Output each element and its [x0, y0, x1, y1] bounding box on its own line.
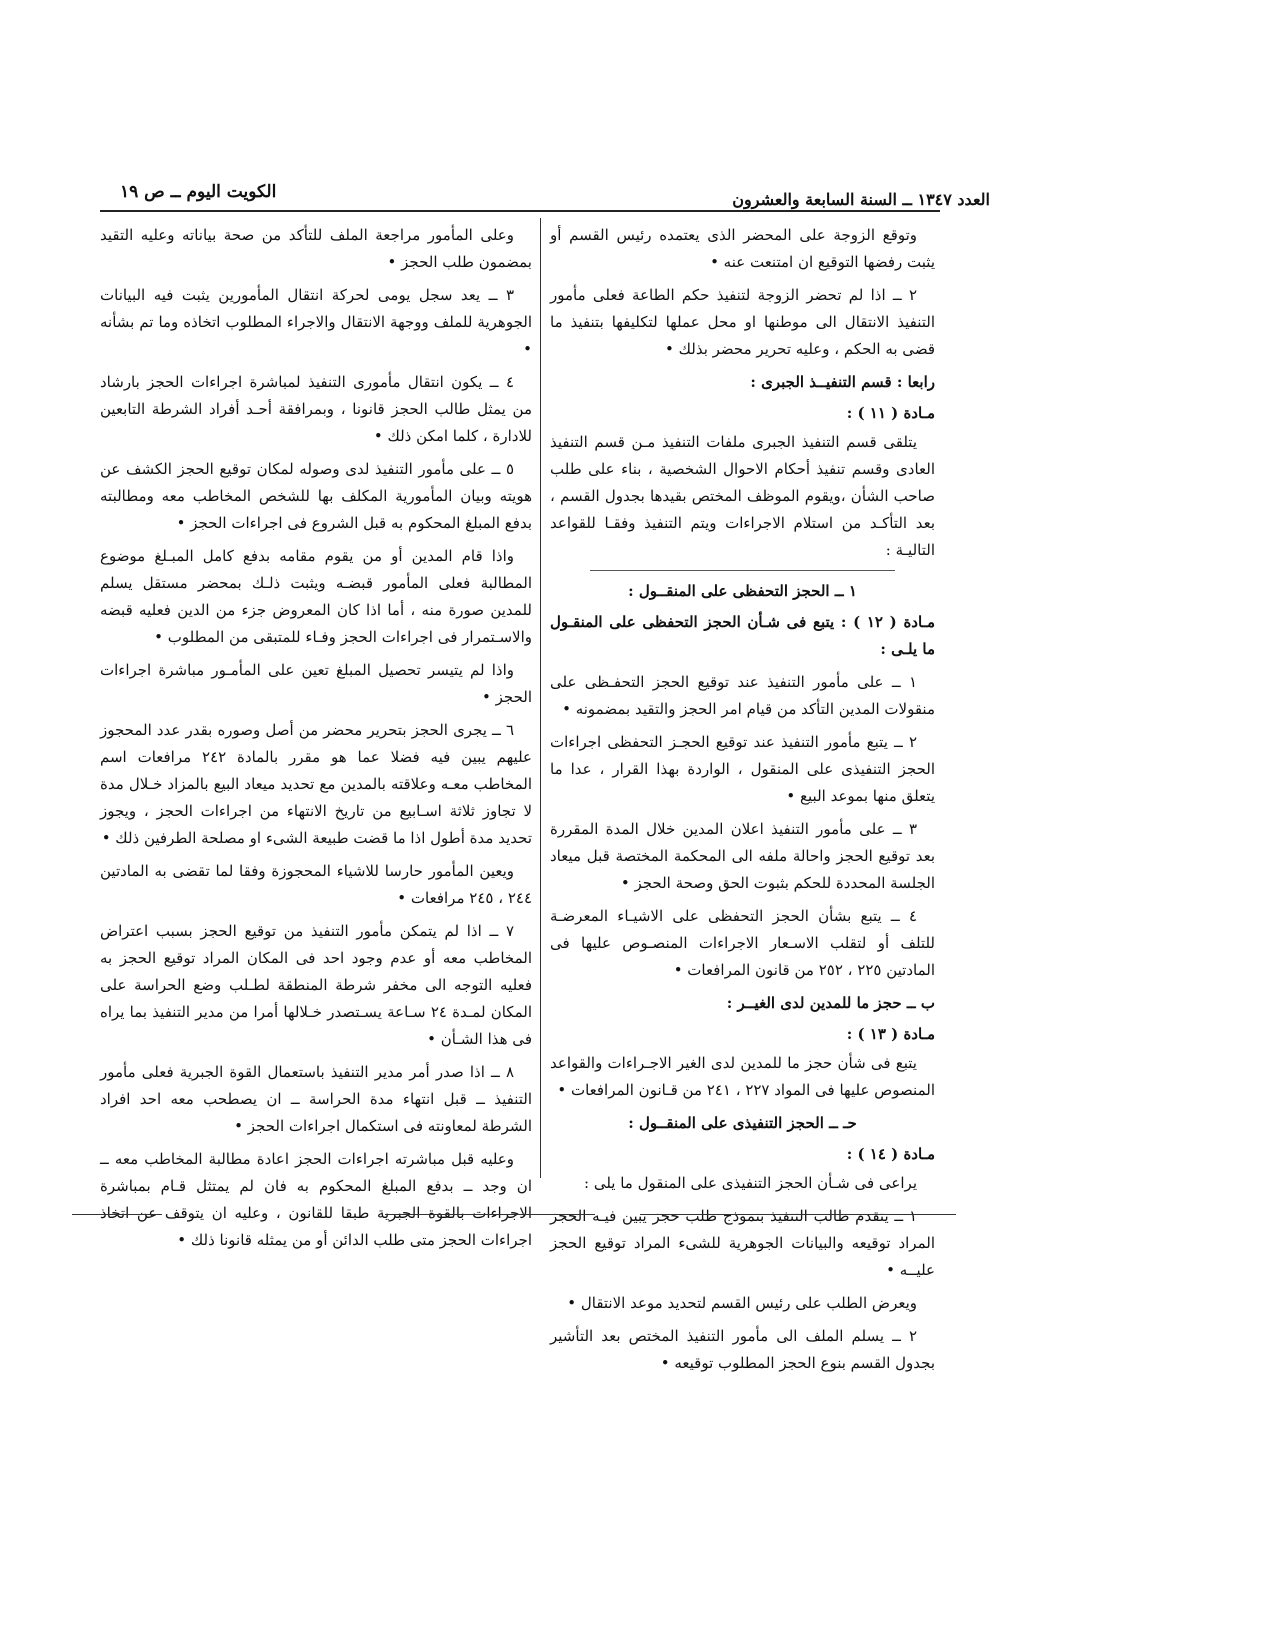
paragraph: ٢ ــ اذا لم تحضر الزوجة لتنفيذ حكم الطاعة فعلى مأمور التنفيذ الانتقال الى موطنها او محل عملها لتكليفها بتنفيذ ما قضى به الحكم ، وعليه تحرير محضر بذلك • — [550, 286, 935, 358]
left-column — [100, 222, 532, 1260]
paragraph: ٣ ــ يعد سجل يومى لحركة انتقال المأمورين يثبت فيه البيانات الجوهرية للملف ووجهة الانتقال والاجراء المطلوب اتخاذه وما تم بشأنه • — [100, 286, 532, 358]
paragraph: ١ ــ يتقدم طالب التنفيذ بنموذج طلب حجز يبين فيـه الحجز المراد توقيعه والبيانات الجوهرية للشىء المراد توقيع الحجز عليــه • — [550, 1207, 935, 1279]
subsection-heading: حـ ــ الحجز التنفيذى على المنقــول : — [628, 1114, 857, 1132]
header-rule — [100, 210, 940, 212]
paragraph: يراعى فى شـأن الحجز التنفيذى على المنقول ما يلى : — [584, 1174, 917, 1192]
paragraph: وعليه قبل مباشرته اجراءات الحجز اعادة مطالبة المخاطب معه ــ ان وجد ــ بدفع المبلغ المحكوم به فان لم يمتثل قـام بمباشرة الاجراءات بالقوة الجبرية طبقا للقانون ، وعليه ان يتوقف عن اتخاذ اجراءات الحجز متى طلب الدائن أو من يمثله قانونا ذلك • — [100, 1150, 532, 1249]
article-title: مـادة ( ١٤ ) : — [846, 1145, 935, 1163]
article-title: مـادة ( ١٢ ) : يتبع فى شـأن الحجز التحفظى على المنقـول ما يلـى : — [550, 613, 935, 658]
paragraph: يتبع فى شأن حجز ما للمدين لدى الغير الاجـراءات والقواعد المنصوص عليها فى المواد ٢٢٧ ، ٢٤١ من قـانون المرافعات • — [550, 1054, 935, 1099]
paragraph: ٢ ــ يسلم الملف الى مأمور التنفيذ المختص بعد التأشير بجدول القسم بنوع الحجز المطلوب توقيعه • — [550, 1327, 935, 1372]
paragraph: ٤ ــ يكون انتقال مأمورى التنفيذ لمباشرة اجراءات الحجز بارشاد من يمثل طالب الحجز قانونا ، وبمرافقة أحـد أفراد الشرطة التابعين للادارة ، كلما امكن ذلك • — [100, 373, 532, 445]
paragraph: يتلقى قسم التنفيذ الجبرى ملفات التنفيذ مـن قسم التنفيذ العادى وقسم تنفيذ أحكام الاحوال الشخصية ، بناء على طلب صاحب الشأن ،ويقوم الموظف المختص بقيدها بجدول القسم ، بعد التأكـد من استلام الاجراءات ويتم التنفيذ وفقـا للقواعد التاليـة : — [550, 433, 935, 559]
footer-rule — [72, 1214, 162, 1215]
paragraph: ٢ ــ يتبع مأمور التنفيذ عند توقيع الحجـز التحفظى اجراءات الحجز التنفيذى على المنقول ، الواردة بهذا القرار ، عدا ما يتعلق منها بموعد البيع • — [550, 733, 935, 805]
paragraph: واذا قام المدين أو من يقوم مقامه بدفع كامل المبـلغ موضوع المطالبة فعلى المأمور قبضـه ويثبت ذلـك بمحضر مستقل يسلم للمدين صورة منه ، أما اذا كان المعروض جزء من الدين فعليه قبضه والاسـتمرار فى اجراءات الحجز وفـاء للمتبقى من المطلوب • — [100, 547, 532, 646]
paragraph: ١ ــ على مأمور التنفيذ عند توقيع الحجز التحفـظى على منقولات المدين التأكد من قيام امر الحجز والتقيد بمضمونه • — [550, 673, 935, 718]
article-title: مـادة ( ١٣ ) : — [846, 1025, 935, 1043]
footer-rule — [640, 1214, 956, 1215]
page-header-left: الكويت اليوم ــ ص ١٩ — [120, 182, 277, 202]
paragraph: ٧ ــ اذا لم يتمكن مأمور التنفيذ من توقيع الحجز بسبب اعتراض المخاطب معه أو عدم وجود احد فى المكان المراد توقيع الحجز به فعليه التوجه الى مخفر شرطة المنطقة لطـلب وضع الحراسة على المكان لمـدة ٢٤ سـاعة يسـتصدر خـلالها أمرا من مدير التنفيذ بما يراه فى هذا الشـأن • — [100, 922, 533, 1048]
paragraph: ويعرض الطلب على رئيس القسم لتحديد موعد الانتقال • — [567, 1294, 917, 1312]
paragraph: ويعين المأمور حارسا للاشياء المحجوزة وفقا لما تقضى به المادتين ٢٤٤ ، ٢٤٥ مرافعات • — [100, 862, 532, 907]
subsection-heading: ب ــ حجز ما للمدين لدى الغيــر : — [726, 994, 935, 1012]
section-heading: رابعا : قسم التنفيــذ الجبرى : — [750, 373, 935, 391]
paragraph: ٨ ــ اذا صدر أمر مدير التنفيذ باستعمال القوة الجبرية فعلى مأمور التنفيذ ــ قبل انتهاء مدة الحراسة ــ ان يصطحب معه احد افراد الشرطة لمعاونته فى استكمال اجراءات الحجز • — [100, 1063, 532, 1135]
page-header-right: العدد ١٣٤٧ ــ السنة السابعة والعشرون — [732, 190, 990, 209]
paragraph: واذا لم يتيسر تحصيل المبلغ تعين على المأمـور مباشرة اجراءات الحجز • — [100, 661, 532, 706]
column-divider — [540, 218, 541, 1178]
paragraph: ٦ ــ يجرى الحجز بتحرير محضر من أصل وصوره بقدر عدد المحجوز عليهم يبين فيه فضلا عما هو مقرر بالمادة ٢٤٢ مرافعات اسم المخاطب معـه وعلاقته بالمدين مع تحديد ميعاد البيع بالمزاد خـلال مدة لا تجاوز ثلاثة اسـابيع من تاريخ الانتهاء من اجراءات الحجز ، ويجوز تحديد مدة أطول اذا ما قضت طبيعة الشىء او مصلحة الطرفين ذلك • — [100, 721, 532, 847]
paragraph: وعلى المأمور مراجعة الملف للتأكد من صحة بياناته وعليه التقيد بمضمون طلب الحجز • — [100, 226, 532, 271]
article-title: مـادة ( ١١ ) : — [846, 404, 935, 422]
right-column — [550, 222, 935, 1383]
subsection-heading: ١ ــ الحجز التحفظى على المنقــول : — [628, 582, 857, 600]
separator — [590, 570, 895, 571]
footer-rule — [385, 1214, 595, 1215]
paragraph: وتوقع الزوجة على المحضر الذى يعتمده رئيس القسم أو يثبت رفضها التوقيع ان امتنعت عنه • — [550, 226, 935, 271]
paragraph: ٣ ــ على مأمور التنفيذ اعلان المدين خلال المدة المقررة بعد توقيع الحجز واحالة ملفه الى المحكمة المختصة قبل ميعاد الجلسة المحددة للحكم بثبوت الحق وصحة الحجز • — [550, 820, 935, 892]
paragraph: ٥ ــ على مأمور التنفيذ لدى وصوله لمكان توقيع الحجز الكشف عن هويته وبيان المأمورية المكلف بها للشخص المخاطب معه ومطالبته بدفع المبلغ المحكوم به قبل الشروع فى اجراءات الحجز • — [100, 460, 532, 532]
paragraph: ٤ ــ يتبع بشأن الحجز التحفظى على الاشيـاء المعرضـة للتلف أو لتقلب الاسـعار الاجراءات المنصـوص عليها فى المادتين ٢٢٥ ، ٢٥٢ من قانون المرافعات • — [550, 907, 935, 979]
